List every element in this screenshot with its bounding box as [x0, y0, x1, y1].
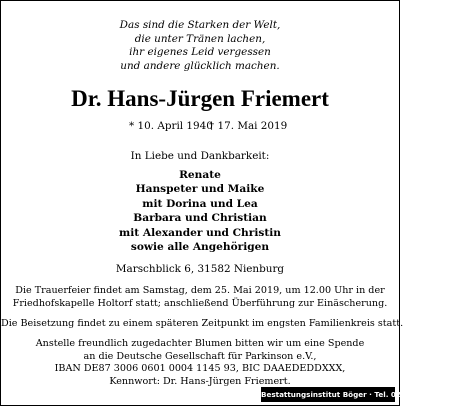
burial-paragraph [1, 318, 404, 331]
funeral-paragraph [1, 285, 399, 310]
mourners-intro: In Liebe und Dankbarkeit: [130, 150, 270, 162]
mourner-line: Barbara und Christian [133, 212, 267, 225]
mourner-line: sowie alle Angehörigen [130, 241, 270, 254]
paragraph-line: Die Beisetzung findet zu einem späteren Zeitpunkt im engsten Familienkreis statt. [1, 318, 404, 329]
paragraph-line: an die Deutsche Gesellschaft für Parkinson e.V., [83, 350, 317, 362]
family-address: Marschblick 6, 31582 Nienburg [115, 263, 285, 275]
mourner-line: Hanspeter und Maike [135, 183, 265, 196]
paragraph-line: Friedhofskapelle Holtorf statt; anschließend Überführung zur Einäscherung. [12, 297, 388, 309]
poem-line: die unter Tränen lachen, [134, 32, 266, 45]
mourner-line: mit Alexander und Christin [119, 226, 281, 239]
mourner-line: Renate [179, 169, 221, 181]
birth-date: * 10. April 1940 [129, 120, 213, 132]
death-date: † 17. Mai 2019 [209, 120, 288, 132]
mourners-list [1, 168, 399, 254]
poem-line: ihr eigenes Leid vergessen [129, 46, 271, 59]
paragraph-line: Die Trauerfeier findet am Samstag, dem 25. Mai 2019, um 12.00 Uhr in der [15, 285, 385, 296]
paragraph-line: IBAN DE87 3006 0601 0004 1145 93, BIC DAAEDEDDXXX, [54, 363, 346, 375]
donation-paragraph [1, 338, 399, 388]
mourner-line: mit Dorina und Lea [142, 197, 258, 210]
paragraph-line: Anstelle freundlich zugedachter Blumen bitten wir um eine Spende [35, 338, 365, 349]
poem [1, 19, 399, 73]
paragraph-line: Kennwort: Dr. Hans-Jürgen Friemert. [109, 375, 291, 387]
poem-line: und andere glücklich machen. [120, 59, 280, 72]
poem-line: Das sind die Starken der Welt, [119, 19, 281, 31]
deceased-name: Dr. Hans-Jürgen Friemert [71, 86, 329, 111]
funeral-home-footer: Bestattungsinstitut Böger · Tel. 0 50 21 - 9 78 90 [261, 387, 395, 402]
